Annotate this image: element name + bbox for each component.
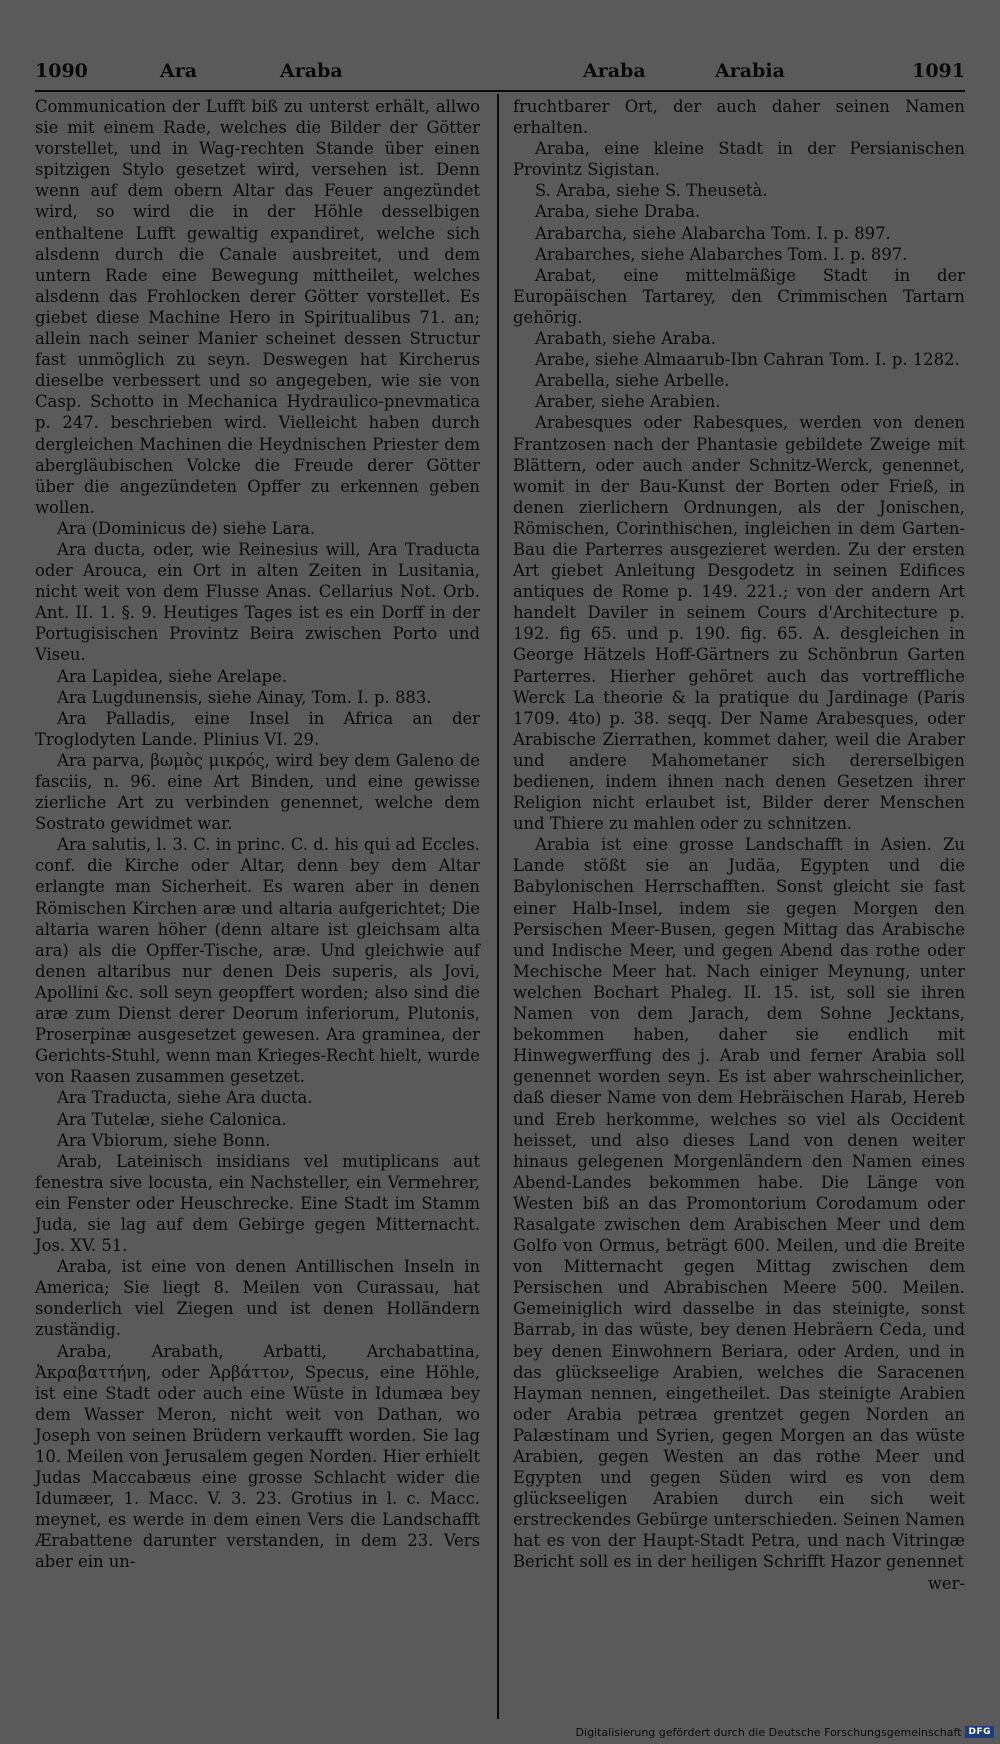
entry-paragraph: Ara Palladis, eine Insel in Africa an der Troglodyten Lande. Plinius VI. 29. bbox=[35, 708, 480, 749]
catchword: wer- bbox=[927, 1573, 965, 1593]
entry-paragraph: Araba, ist eine von denen Antillischen Inseln in America; Sie liegt 8. Meilen von Curassau, hat sonderlich viel Ziegen und ist denen Holländern zuständig. bbox=[35, 1257, 480, 1340]
dfg-logo-icon[interactable]: DFG bbox=[965, 1726, 994, 1738]
entry-paragraph: Ara ducta, oder, wie Reinesius will, Ara Traducta oder Arouca, ein Ort in alten Zeiten in Lusitania, nicht weit von dem Flusse Anas. Cellarius Not. Orb. Ant. II. 1. §. 9. Heutiges Tages ist es ein Dorff in der Portugisischen Provintz Beira zwischen Porto und Viseu. bbox=[35, 539, 480, 665]
entry-paragraph: Ara Traducta, siehe Ara ducta. bbox=[57, 1088, 313, 1108]
left-column bbox=[35, 96, 480, 1573]
entry-paragraph: Ara salutis, l. 3. C. in princ. C. d. his qui ad Eccles. conf. die Kirche oder Altar, denn bey dem Altar erlangte man Sicherheit. Es waren aber in denen Römischen Kirchen aræ und altaria aufgerichtet; Die altaria waren höher (denn altare ist gleichsam alta ara) als die Opffer-Tische, aræ. Und gleichwie auf denen altaribus nur denen Deis superis, als Jovi, Apollini &c. soll seyn geopffert worden; also sind die aræ zum Dienst derer Deorum inferiorum, Plutonis, Proserpinæ ausgesetzet gewesen. Ara graminea, der Gerichts-Stuhl, wenn man Krieges-Recht hielt, wurde von Raasen zusammen gesetzet. bbox=[35, 835, 480, 1087]
header-keyword-right-1: Araba bbox=[583, 60, 646, 82]
right-column bbox=[513, 96, 965, 1594]
entry-paragraph: Communication der Lufft biß zu unterst erhält, allwo sie mit einem Rade, welches die Bilder der Götter vorstellet, und in Wag-rechten Stande über einen spitzigen Stylo gesetzet wird, versehen ist. Denn wenn auf dem obern Altar das Feuer angezündet wird, so wird die in der Höhle desselbigen enthaltene Lufft gewaltig expandiret, welche sich alsdenn durch die Canale ausbreitet, und dem untern Rade eine Bewegung mittheilet, welches alsdenn das Frohlocken derer Götter vorstellet. Es giebet diese Machine Hero in Spiritualibus 71. an; allein nach seiner Manier scheinet dessen Structur fast unmöglich zu seyn. Deswegen hat Kircherus dieselbe verbessert und so angegeben, wie sie von Casp. Schotto in Mechanica Hydraulico-pnevmatica p. 247. beschrieben wird. Vielleicht haben durch dergleichen Machinen die Heydnischen Priester dem abergläubischen Volcke die Freude derer Götter über die angezündeten Opffer zu erkennen geben wollen. bbox=[35, 97, 480, 517]
entry-paragraph: Araba, Arabath, Arbatti, Archabattina, Ἀκραβαττήνη, oder Ἀρβάττον, Specus, eine Höhle, ist eine Stadt oder auch eine Wüste in Idumæa bey dem Wasser Meron, nicht weit von Dathan, wo Joseph von seinen Brüdern verkaufft worden. Sie lag 10. Meilen von Jerusalem gegen Norden. Hier erhielt Judas Maccabæus eine grosse Schlacht wider die Idumæer, 1. Macc. V. 3. 23. Grotius in l. c. Macc. meynet, es werde in dem einen Vers die Landschafft Ærabattene darunter verstanden, in dem 23. Vers aber ein un- bbox=[35, 1341, 480, 1572]
column-divider bbox=[497, 94, 499, 1719]
credit-text: Digitalisierung gefördert durch die Deutsche Forschungsgemeinschaft bbox=[575, 1725, 962, 1739]
entry-paragraph: Arabesques oder Rabesques, werden von denen Frantzosen nach der Phantasie gebildete Zweige mit Blättern, oder auch ander Schnitz-Werck, genennet, womit in der Bau-Kunst der Borten oder Frieß, in denen zierlichern Ordnungen, als der Jonischen, Römischen, Corinthischen, ingleichen in dem Garten-Bau die Parterres ausgezieret werden. Zu der ersten Art giebet Anleitung Desgodetz in seinen Edifices antiques de Rome p. 149. 221.; von der andern Art handelt Daviler in seinem Cours d'Architecture p. 192. fig 65. und p. 190. fig. 65. A. desgleichen in George Hätzels Hoff-Gärtners zu Schönbrun Garten Parterres. Hierher gehöret auch das vortreffliche Werck La theorie & la pratique du Jardinage (Paris 1709. 4to) p. 38. seqq. Der Name Arabesques, oder Arabische Zierrathen, kommet daher, weil die Araber und andere Mahometaner sich dererselbigen bedienen, indem ihnen nach denen Gesetzen ihrer Religion nicht erlaubet ist, Bilder derer Menschen und Thiere zu mahlen oder zu schnitzen. bbox=[513, 413, 965, 834]
entry-paragraph: Arabe, siehe Almaarub-Ibn Cahran Tom. I. p. 1282. bbox=[535, 350, 960, 370]
page-header bbox=[35, 60, 965, 88]
page-number-left: 1090 bbox=[35, 60, 88, 82]
entry-paragraph: fruchtbarer Ort, der auch daher seinen Namen erhalten. bbox=[513, 97, 965, 138]
book-page bbox=[35, 0, 965, 1744]
entry-paragraph: Arabella, siehe Arbelle. bbox=[535, 371, 730, 391]
header-keyword-left-1: Ara bbox=[160, 60, 198, 82]
entry-paragraph: Araba, eine kleine Stadt in der Persianischen Provintz Sigistan. bbox=[513, 139, 965, 180]
entry-paragraph: Arabat, eine mittelmäßige Stadt in der Europäischen Tartarey, den Crimmischen Tartarn gehörig. bbox=[513, 265, 965, 327]
entry-paragraph: Arabarches, siehe Alabarches Tom. I. p. 897. bbox=[535, 244, 908, 264]
entry-paragraph: Araba, siehe Draba. bbox=[535, 202, 701, 222]
entry-paragraph: Arabia ist eine grosse Landschafft in Asien. Zu Lande stößt sie an Judäa, Egypten und die Babylonischen Herrschafften. Sonst gleicht sie fast einer Halb-Insel, indem sie gegen Morgen den Persischen Meer-Busen, gegen Mittag das Arabische und Indische Meer, und gegen Abend das rothe oder Mechische Meer hat. Nach einiger Meynung, unter welchen Bochart Phaleg. II. 15. ist, soll sie ihren Namen von dem Jarach, dem Sohne Jecktans, bekommen haben, daher sie endlich mit Hinwegwerffung des j. Arab und ferner Arabia soll genennet worden seyn. Es ist aber wahrscheinlicher, daß dieser Name von dem Hebräischen Harab, Hereb und Ereb herkomme, welches so viel als Occident heisset, und also dieses Land von denen weiter hinaus gelegenen Morgenländern den Namen eines Abend-Landes bekommen habe. Die Länge von Westen biß an das Promontorium Corodamum oder Rasalgate zwischen dem Arabischen Meer und dem Golfo von Ormus, beträgt 600. Meilen, und die Breite von Mitternacht gegen Mittag zwischen dem Persischen und Abrabischen Meere 500. Meilen. Gemeiniglich wird dasselbe in das steinigte, sonst Barrab, in das wüste, bey denen Hebräern Ceda, und bey denen Einwohnern Beriara, oder Arden, und in das glückseelige Arabien, welches die Saracenen Hayman nennen, eingetheilet. Das steinigte Arabien oder Arabia petræa grentzet gegen Norden an Palæstinam und Syrien, gegen Morgen an das wüste Arabien, gegen Westen an das rothe Meer und Egypten und gegen Süden wird es von dem glückseeligen Arabien durch ein sich weit erstreckendes Gebürge unterschieden. Seinen Namen hat es von der Haupt-Stadt Petra, und nach Vitringæ Bericht soll es in der heiligen Schrifft Hazor genennet bbox=[513, 835, 965, 1572]
entry-paragraph: Ara parva, βωμὸς μικρός, wird bey dem Galeno de fasciis, n. 96. eine Art Binden, und eine gewisse zierliche Art zu verbinden genennet, welche dem Sostrato gewidmet war. bbox=[35, 750, 480, 834]
entry-paragraph: S. Araba, siehe S. Theusetà. bbox=[535, 181, 768, 201]
digitization-credit bbox=[576, 1724, 994, 1740]
entry-paragraph: Ara Lugdunensis, siehe Ainay, Tom. I. p. 883. bbox=[57, 687, 432, 707]
page-number-right: 1091 bbox=[912, 60, 965, 82]
entry-paragraph: Ara (Dominicus de) siehe Lara. bbox=[57, 518, 316, 538]
entry-paragraph: Ara Vbiorum, siehe Bonn. bbox=[57, 1130, 271, 1150]
header-keyword-right-2: Arabia bbox=[715, 60, 785, 82]
entry-paragraph: Arabath, siehe Araba. bbox=[535, 329, 717, 349]
entry-paragraph: Arabarcha, siehe Alabarcha Tom. I. p. 897. bbox=[535, 223, 891, 243]
entry-paragraph: Araber, siehe Arabien. bbox=[535, 392, 721, 412]
header-rule bbox=[35, 90, 965, 92]
header-keyword-left-2: Araba bbox=[280, 60, 343, 82]
entry-paragraph: Arab, Lateinisch insidians vel mutiplicans aut fenestra sive locusta, ein Nachsteller, ein Vermehrer, ein Fenster oder Heuschrecke. Eine Stadt im Stamm Juda, sie lag auf dem Gebirge gegen Mitternacht. Jos. XV. 51. bbox=[35, 1151, 480, 1256]
entry-paragraph: Ara Lapidea, siehe Arelape. bbox=[57, 666, 288, 686]
entry-paragraph: Ara Tutelæ, siehe Calonica. bbox=[57, 1109, 287, 1129]
